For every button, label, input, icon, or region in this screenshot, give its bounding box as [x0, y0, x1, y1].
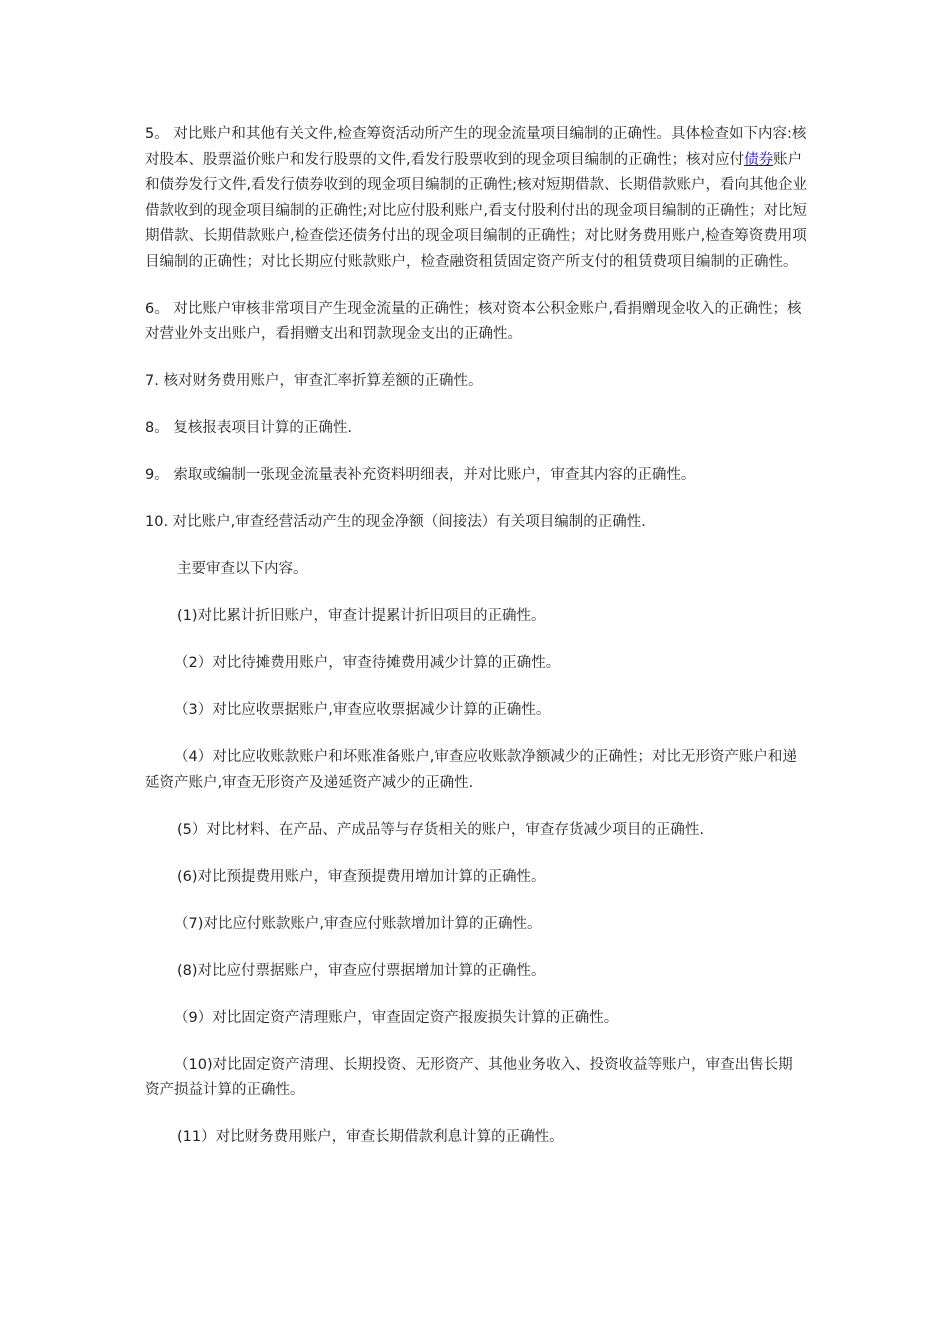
paragraph-9: 9。 索取或编制一张现金流量表补充资料明细表，并对比账户，审查其内容的正确性。 [145, 467, 696, 483]
list-item-7: （7)对比应付账款账户,审查应付账款增加计算的正确性。 [174, 915, 542, 932]
list-item-11: (11）对比财务费用账户，审查长期借款利息计算的正确性。 [177, 1129, 564, 1145]
paragraph-10-intro: 主要审查以下内容。 [177, 561, 308, 577]
paragraph-5-text-b: 账户和债券发行文件,看发行债券收到的现金项目编制的正确性;核对短期借款、长期借款账户，看向其他企业借款收到的现金项目编制的正确性;对比应付股利账户,看支付股利付出的现金项目编制的正确性；对比短期借款、长期借款账户,检查偿还债务付出的现金项目编制的正确性；对比财务费用账户,检查筹资费用项目编制的正确性；对比长期应付账款账户，检查融资租赁固定资产所支付的租赁费项目编制的正确性。 [145, 151, 807, 270]
paragraph-5 [145, 122, 807, 275]
list-item-3: （3）对比应收票据账户,审查应收票据减少计算的正确性。 [174, 702, 551, 718]
paragraph-8: 8。 复核报表项目计算的正确性. [145, 420, 352, 436]
paragraph-7: 7. 核对财务费用账户，审查汇率折算差额的正确性。 [145, 373, 483, 389]
bond-link[interactable]: 债券 [744, 151, 774, 168]
paragraph-5-text-a: 5。 对比账户和其他有关文件,检查筹资活动所产生的现金流量项目编制的正确性。具体检查如下内容:核对股本、股票溢价账户和发行股票的文件,看发行股票收到的现金项目编制的正确性；核对应付 [145, 126, 807, 168]
document-body [145, 122, 807, 1172]
list-item-8: (8)对比应付票据账户，审查应付票据增加计算的正确性。 [177, 962, 546, 979]
list-item-6: (6)对比预提费用账户，审查预提费用增加计算的正确性。 [177, 868, 546, 885]
paragraph-6: 6。 对比账户审核非常项目产生现金流量的正确性；核对资本公积金账户,看捐赠现金收入的正确性；核对营业外支出账户，看捐赠支出和罚款现金支出的正确性。 [145, 300, 802, 342]
list-item-10: （10)对比固定资产清理、长期投资、无形资产、其他业务收入、投资收益等账户，审查出售长期资产损益计算的正确性。 [145, 1056, 793, 1098]
list-item-5: (5）对比材料、在产品、产成品等与存货相关的账户，审查存货减少项目的正确性. [177, 821, 704, 838]
paragraph-10: 10. 对比账户,审查经营活动产生的现金净额（间接法）有关项目编制的正确性. [145, 514, 646, 530]
list-item-1: (1)对比累计折旧账户，审查计提累计折旧项目的正确性。 [177, 608, 546, 624]
list-item-2: （2）对比待摊费用账户，审查待摊费用减少计算的正确性。 [174, 655, 561, 671]
list-item-4: （4）对比应收账款账户和坏账准备账户,审查应收账款净额减少的正确性；对比无形资产账户和递延资产账户,审查无形资产及递延资产减少的正确性. [145, 749, 797, 791]
list-item-9: （9）对比固定资产清理账户，审查固定资产报废损失计算的正确性。 [174, 1009, 619, 1026]
